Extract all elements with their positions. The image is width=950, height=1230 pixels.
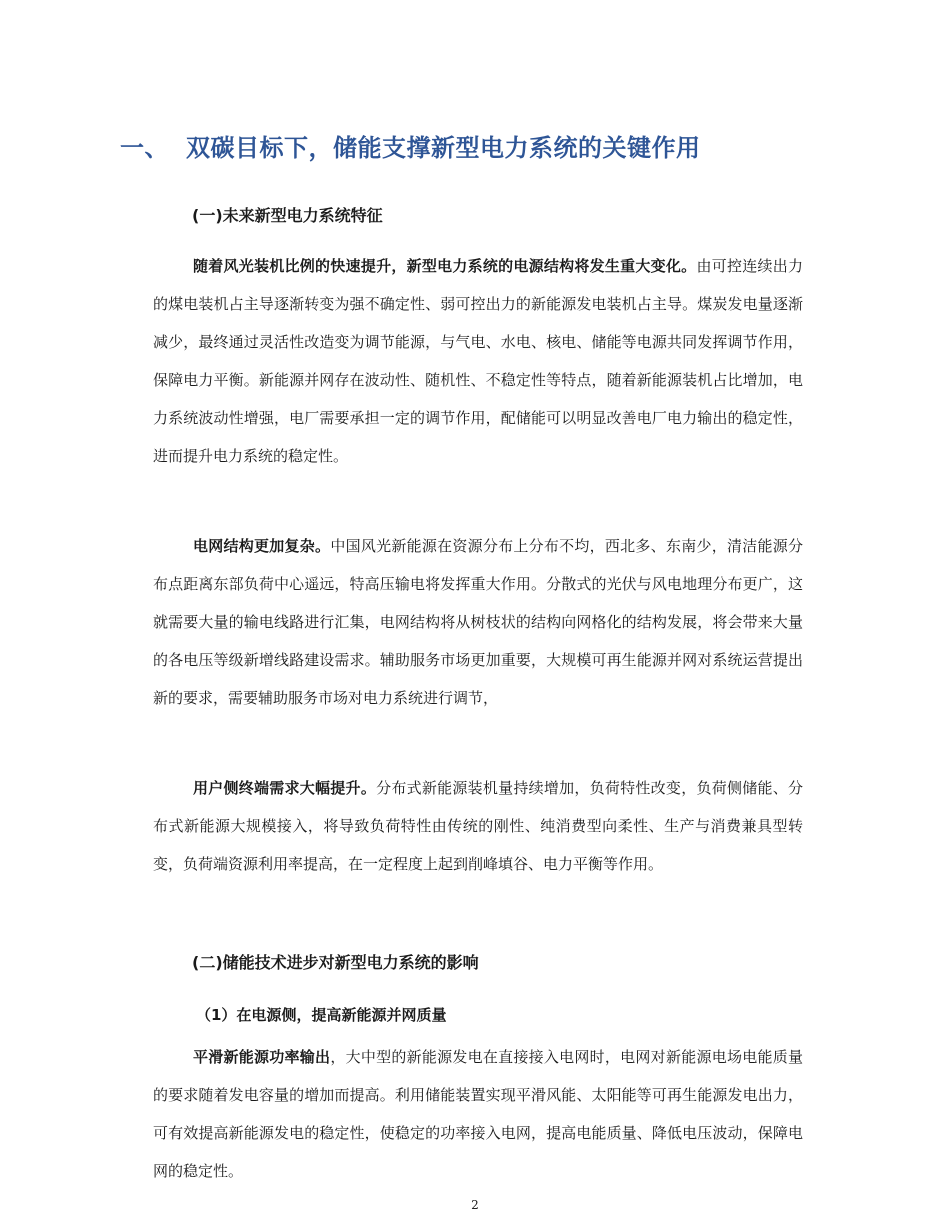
chapter-number: 一、: [120, 134, 169, 162]
section-heading-2: (二)储能技术进步对新型电力系统的影响: [192, 953, 479, 972]
chapter-title: 双碳目标下，储能支撑新型电力系统的关键作用: [186, 134, 701, 162]
section-heading-1: (一)未来新型电力系统特征: [192, 206, 383, 225]
chapter-heading: [120, 128, 701, 163]
paragraph-lead: 电网结构更加复杂。: [193, 537, 331, 555]
paragraph-power-source: [153, 247, 803, 475]
paragraph-body: 中国风光新能源在资源分布上分布不均，西北多、东南少，清洁能源分布点距离东部负荷中心遥远，特高压输电将发挥重大作用。分散式的光伏与风电地理分布更广，这就需要大量的输电线路进行汇集，电网结构将从树枝状的结构向网格化的结构发展，将会带来大量的各电压等级新增线路建设需求。辅助服务市场更加重要，大规模可再生能源并网对系统运营提出新的要求，需要辅助服务市场对电力系统进行调节，: [153, 537, 803, 707]
paragraph-body: 由可控连续出力的煤电装机占主导逐渐转变为强不确定性、弱可控出力的新能源发电装机占主导。煤炭发电量逐渐减少，最终通过灵活性改造变为调节能源，与气电、水电、核电、储能等电源共同发挥调节作用，保障电力平衡。新能源并网存在波动性、随机性、不稳定性等特点，随着新能源装机占比增加，电力系统波动性增强，电厂需要承担一定的调节作用，配储能可以明显改善电厂电力输出的稳定性，进而提升电力系统的稳定性。: [153, 257, 803, 465]
paragraph-lead: 随着风光装机比例的快速提升，新型电力系统的电源结构将发生重大变化。: [193, 257, 697, 275]
paragraph-lead: 用户侧终端需求大幅提升。: [193, 779, 377, 797]
page-number: 2: [471, 1198, 479, 1212]
subsection-heading: （1）在电源侧，提高新能源并网质量: [196, 1006, 447, 1024]
paragraph-grid-structure: [153, 527, 803, 717]
paragraph-smoothing: [153, 1038, 803, 1190]
paragraph-user-side: [153, 769, 803, 883]
paragraph-body: ，大中型的新能源发电在直接接入电网时，电网对新能源电场电能质量的要求随着发电容量的增加而提高。利用储能装置实现平滑风能、太阳能等可再生能源发电出力，可有效提高新能源发电的稳定性，使稳定的功率接入电网，提高电能质量、降低电压波动，保障电网的稳定性。: [153, 1048, 803, 1180]
paragraph-body: 分布式新能源装机量持续增加，负荷特性改变，负荷侧储能、分布式新能源大规模接入，将导致负荷特性由传统的刚性、纯消费型向柔性、生产与消费兼具型转变，负荷端资源利用率提高，在一定程度上起到削峰填谷、电力平衡等作用。: [153, 779, 803, 873]
paragraph-lead: 平滑新能源功率输出: [193, 1048, 331, 1066]
